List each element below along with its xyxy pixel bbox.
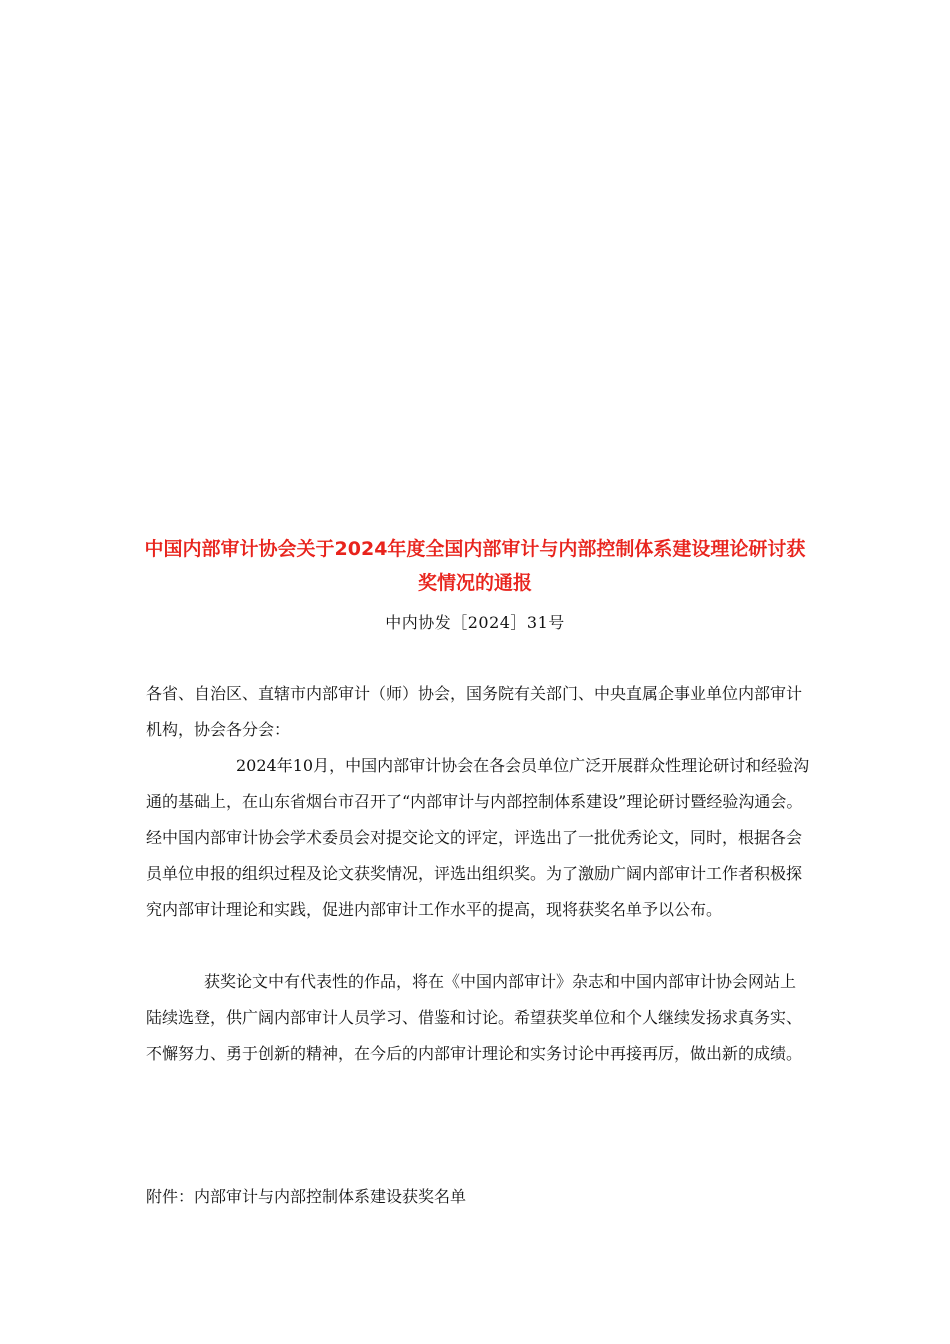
- document-title: 中国内部审计协会关于2024年度全国内部审计与内部控制体系建设理论研讨获奖情况的通报: [144, 538, 806, 594]
- attachment-line: 附件：内部审计与内部控制体系建设获奖名单: [146, 1187, 467, 1206]
- body-paragraph-2: 获奖论文中有代表性的作品，将在《中国内部审计》杂志和中国内部审计协会网站上陆续选登，供广阔内部审计人员学习、借鉴和讨论。希望获奖单位和个人继续发扬求真务实、不懈努力、勇于创新的精神，在今后的内部审计理论和实务讨论中再接再厉，做出新的成绩。: [146, 972, 803, 1063]
- body-paragraph-1: 2024年10月，中国内部审计协会在各会员单位广泛开展群众性理论研讨和经验沟通的基础上，在山东省烟台市召开了“内部审计与内部控制体系建设”理论研讨暨经验沟通会。经中国内部审计协会学术委员会对提交论文的评定，评选出了一批优秀论文，同时，根据各会员单位申报的组织过程及论文获奖情况，评选出组织奖。为了激励广阔内部审计工作者积极探究内部审计理论和实践，促进内部审计工作水平的提高，现将获奖名单予以公布。: [146, 756, 810, 919]
- document-number: 中内协发［2024］31号: [385, 613, 565, 632]
- salutation: 各省、自治区、直辖市内部审计（师）协会，国务院有关部门、中央直属企事业单位内部审计机构，协会各分会：: [146, 684, 803, 739]
